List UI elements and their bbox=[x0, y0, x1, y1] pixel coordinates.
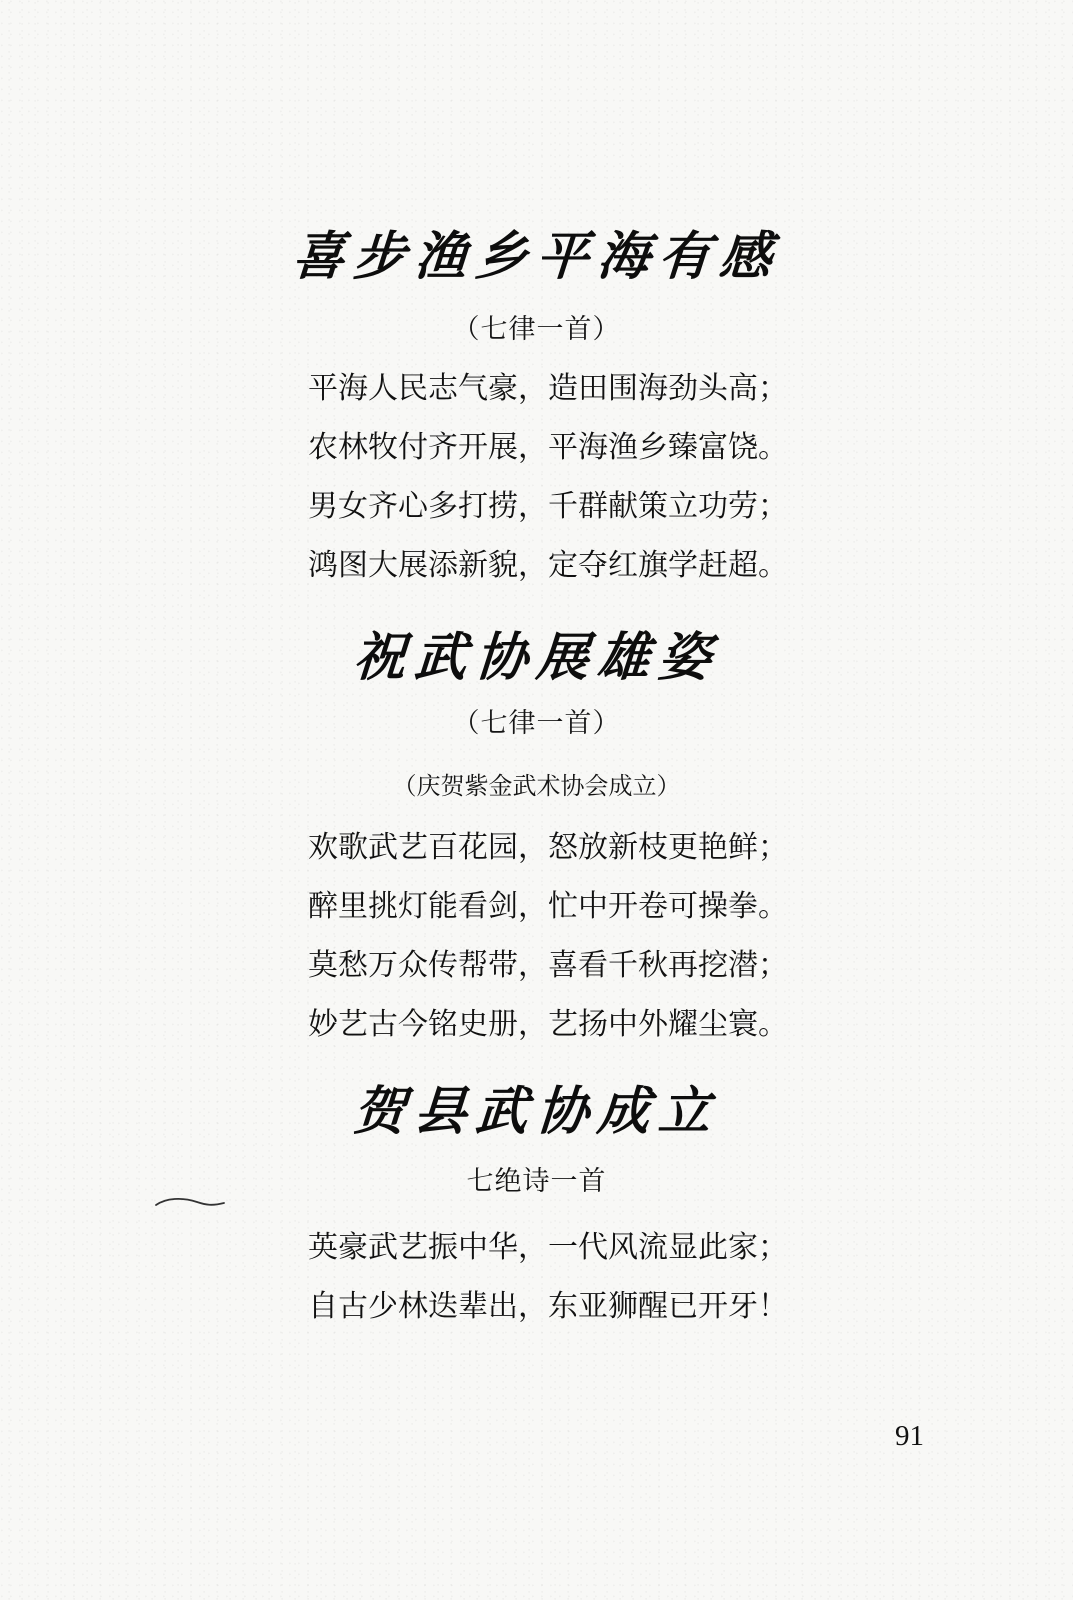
poem-line: 欢歌武艺百花园，怒放新枝更艳鲜； bbox=[308, 830, 788, 865]
poem-line: 鸿图大展添新貌，定夺红旗学赶超。 bbox=[308, 548, 788, 583]
poem-lines bbox=[308, 1218, 828, 1336]
poem-subtitle: （七律一首） bbox=[452, 314, 621, 345]
pencil-mark bbox=[154, 1194, 226, 1210]
poem-lines bbox=[308, 359, 828, 595]
page-number: 91 bbox=[895, 1420, 924, 1452]
poem-line: 农林牧付齐开展，平海渔乡臻富饶。 bbox=[308, 430, 788, 465]
poem-title: 喜步渔乡平海有感 bbox=[290, 226, 783, 287]
poem-line: 妙艺古今铭史册，艺扬中外耀尘寰。 bbox=[308, 1007, 788, 1042]
poem-subtitle: （七律一首） bbox=[452, 708, 621, 739]
poem-line: 男女齐心多打捞，千群献策立功劳； bbox=[308, 489, 788, 524]
poem-title: 贺县武协成立 bbox=[351, 1081, 722, 1142]
poem-lines bbox=[308, 818, 828, 1054]
poem-line: 莫愁万众传帮带，喜看千秋再挖潜； bbox=[308, 948, 788, 983]
poem-note: （庆贺紫金武术协会成立） bbox=[392, 772, 681, 800]
poem-line: 醉里挑灯能看剑，忙中开卷可操拳。 bbox=[308, 889, 788, 924]
poem-subtitle: 七绝诗一首 bbox=[466, 1166, 607, 1197]
poem-line: 英豪武艺振中华，一代风流显此家； bbox=[308, 1230, 788, 1265]
poem-line: 平海人民志气豪，造田围海劲头高； bbox=[308, 371, 788, 406]
poem-title: 祝武协展雄姿 bbox=[351, 627, 722, 688]
poem-line: 自古少林迭辈出，东亚狮醒已开牙！ bbox=[308, 1289, 788, 1324]
